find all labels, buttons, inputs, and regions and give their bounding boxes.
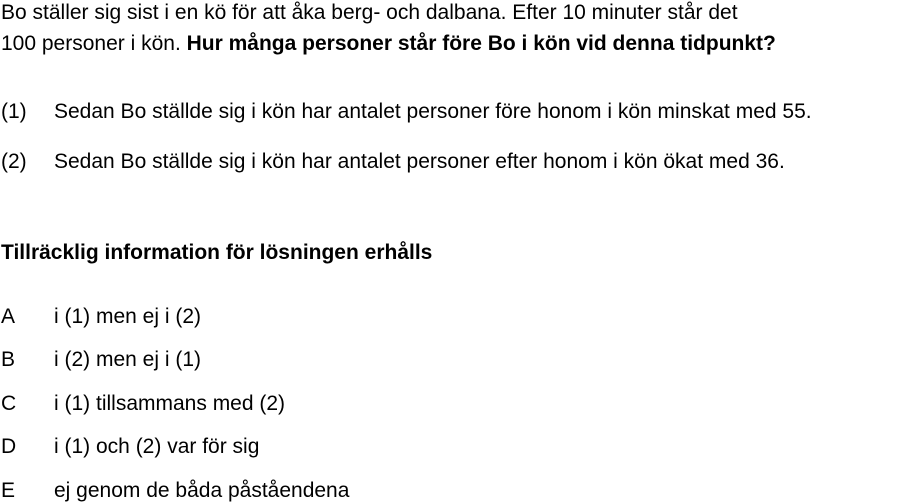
statement-2: [1, 149, 785, 175]
statement-number: (2): [1, 150, 27, 173]
statement-1: [1, 99, 812, 125]
option-text: i (1) och (2) var för sig: [54, 435, 260, 458]
option-text: i (1) tillsammans med (2): [54, 392, 286, 415]
option-letter: E: [1, 479, 16, 502]
question-line-1: Bo ställer sig sist i en kö för att åka berg- och dalbana. Efter 10 minuter står det: [1, 1, 738, 24]
option-letter: B: [1, 348, 16, 371]
statement-text: Sedan Bo ställde sig i kön har antalet personer före honom i kön minskat med 55.: [54, 100, 812, 123]
option-e[interactable]: [1, 478, 349, 504]
statement-number: (1): [1, 100, 27, 123]
statement-text: Sedan Bo ställde sig i kön har antalet personer efter honom i kön ökat med 36.: [54, 150, 785, 173]
question-text: 100 personer i kön.: [1, 32, 187, 55]
option-b[interactable]: [1, 347, 201, 373]
option-letter: D: [1, 435, 17, 458]
option-text: ej genom de båda påståendena: [54, 479, 350, 502]
question-prompt: Hur många personer står före Bo i kön vid denna tidpunkt?: [186, 32, 776, 55]
option-c[interactable]: [1, 391, 285, 417]
question-line-2: [1, 31, 776, 57]
option-d[interactable]: [1, 434, 259, 460]
option-a[interactable]: [1, 304, 201, 330]
option-letter: A: [1, 305, 16, 328]
answer-heading: Tillräcklig information för lösningen erhålls: [1, 241, 433, 264]
option-text: i (2) men ej i (1): [54, 348, 202, 371]
option-letter: C: [1, 392, 17, 415]
option-text: i (1) men ej i (2): [54, 305, 202, 328]
